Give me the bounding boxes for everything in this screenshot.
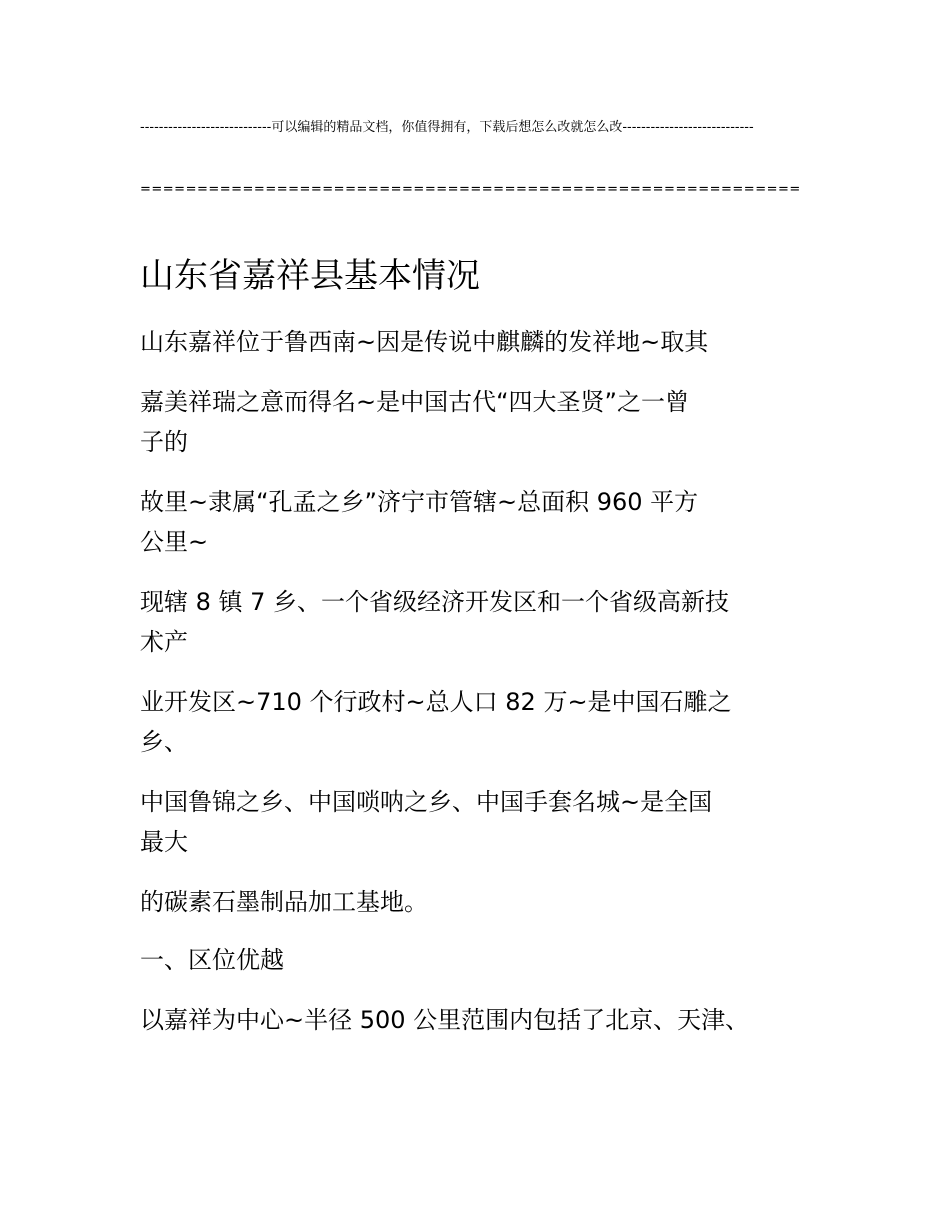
paragraph-line: 山东嘉祥位于鲁西南~因是传说中麒麟的发祥地~取其 — [140, 328, 709, 356]
paragraph-line: 的碳素石墨制品加工基地。 — [140, 888, 428, 916]
paragraph-line: 业开发区~710 个行政村~总人口 82 万~是中国石雕之 乡、 — [140, 688, 732, 756]
paragraph-line: 现辖 8 镇 7 乡、一个省级经济开发区和一个省级高新技 术产 — [140, 588, 730, 656]
paragraph-line: 嘉美祥瑞之意而得名~是中国古代“四大圣贤”之一曾 子的 — [140, 388, 689, 456]
section-heading: 一、区位优越 — [140, 946, 284, 974]
header-separator: ========================================================== — [140, 182, 801, 197]
paragraph-line: 以嘉祥为中心~半径 500 公里范围内包括了北京、天津、 — [140, 1006, 750, 1034]
paragraph-line: 中国鲁锦之乡、中国唢呐之乡、中国手套名城~是全国 最大 — [140, 788, 713, 856]
paragraph-line: 故里~隶属“孔孟之乡”济宁市管辖~总面积 960 平方 公里~ — [140, 488, 699, 556]
header-notice: ----------------------------可以编辑的精品文档，你值得拥有，下载后想怎么改就怎么改---------------------------- — [140, 120, 754, 135]
document-title: 山东省嘉祥县基本情况 — [140, 256, 480, 296]
